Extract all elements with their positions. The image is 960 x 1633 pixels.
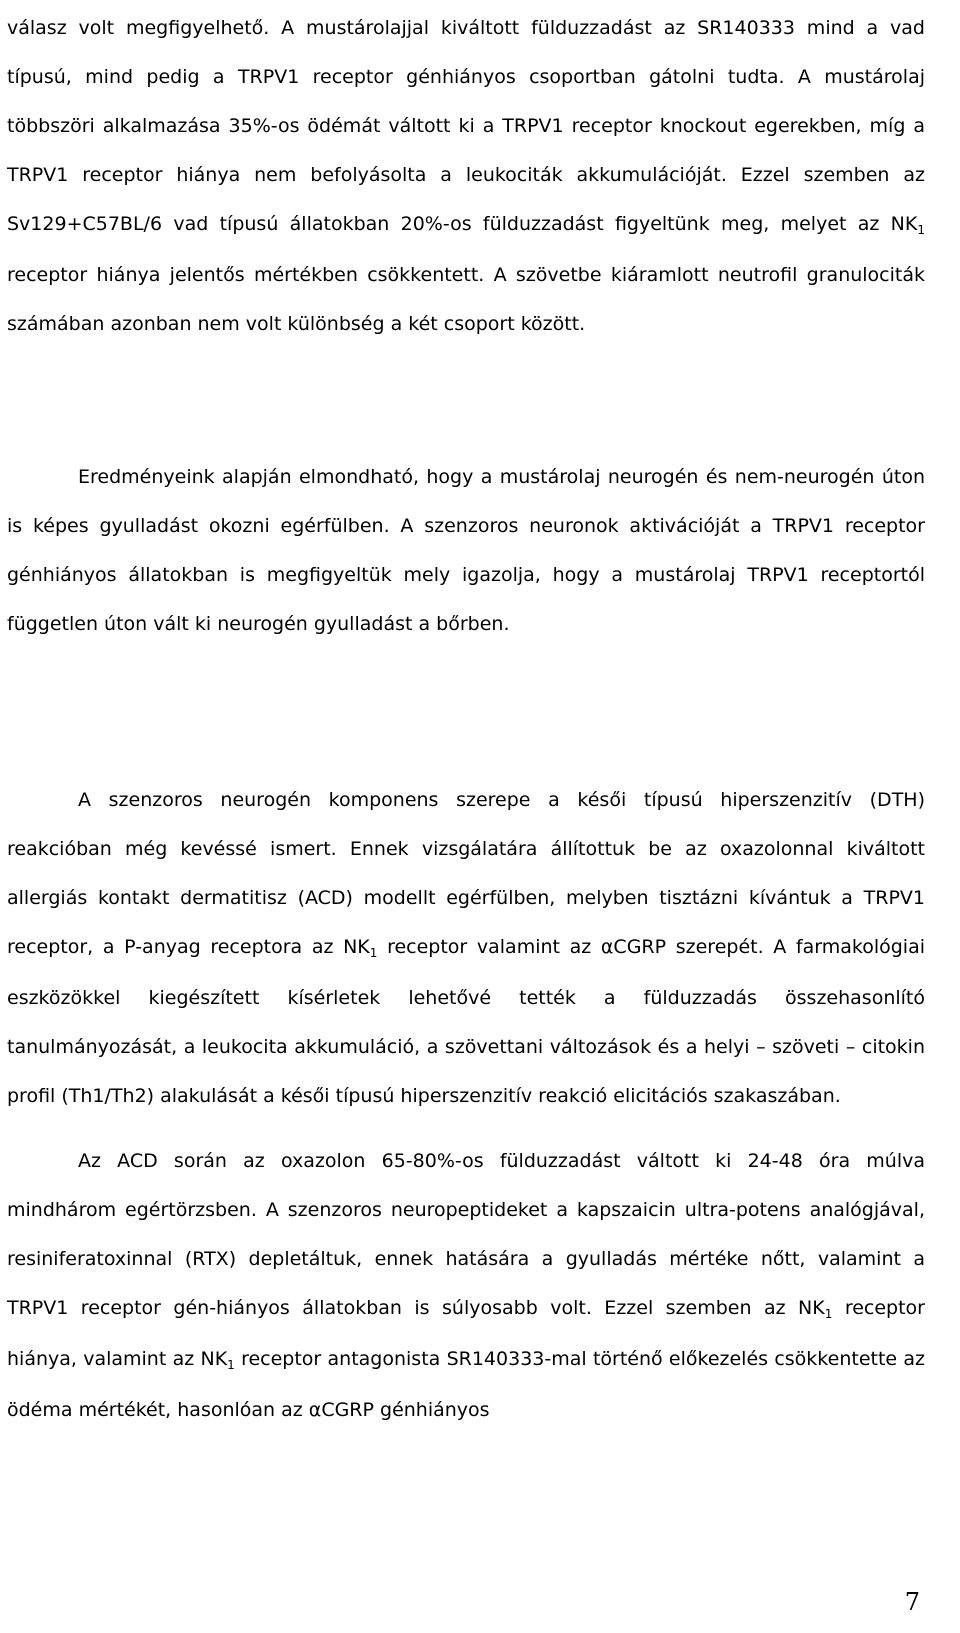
p1-text-a: válasz volt megfigyelhető. A mustárolajjal kiváltott fülduzzadást az SR140333 mind a vad típusú, mind pedig a TRPV1 receptor génhiányos csoportban gátolni tudta. A mustárolaj többszöri alkalmazása 35%-os ödémát váltott ki a TRPV1 receptor knockout egerekben, míg a TRPV1 receptor hiánya nem befolyásolta a leukociták akkumulációját. Ezzel szemben az Sv129+C57BL/6 vad típusú állatokban 20%-os fülduzzadást figyeltünk meg, melyet az NK bbox=[7, 17, 925, 235]
paragraph-3 bbox=[7, 776, 925, 1121]
p3-subscript-1: 1 bbox=[369, 946, 378, 960]
p4-subscript-1: 1 bbox=[824, 1307, 833, 1321]
paragraph-4 bbox=[7, 1137, 925, 1435]
paragraph-2: Eredményeink alapján elmondható, hogy a mustárolaj neurogén és nem-neurogén úton is képes gyulladást okozni egérfülben. A szenzoros neuronok aktivációját a TRPV1 receptor génhiányos állatokban is megfigyeltük mely igazolja, hogy a mustárolaj TRPV1 receptortól független úton vált ki neurogén gyulladást a bőrben. bbox=[7, 466, 925, 635]
p4-subscript-2: 1 bbox=[227, 1358, 235, 1372]
p4-text-c: receptor antagonista SR140333-mal történő előkezelés csökkentette az ödéma mértékét, hasonlóan az αCGRP génhiányos bbox=[7, 1348, 925, 1421]
p4-text-a: Az ACD során az oxazolon 65-80%-os fülduzzadást váltott ki 24-48 óra múlva mindhárom egértörzsben. A szenzoros neuropeptideket a kapszaicin ultra-potens analógjával, resiniferatoxinnal (RTX) depletáltuk, ennek hatására a gyulladás mértéke nőtt, valamint a TRPV1 receptor gén-hiányos állatokban is súlyosabb volt. Ezzel szemben az NK bbox=[7, 1150, 925, 1319]
p3-text-b: receptor valamint az αCGRP szerepét. A farmakológiai eszközökkel kiegészített kísérletek lehetővé tették a fülduzzadás összehasonlító tanulmányozását, a leukocita akkumuláció, a szövettani változások és a helyi – szöveti – citokin profil (Th1/Th2) alakulását a késői típusú hiperszenzitív reakció elicitációs szakaszában. bbox=[7, 936, 926, 1107]
paragraph-1 bbox=[7, 4, 925, 349]
p3-text-a: A szenzoros neurogén komponens szerepe a késői típusú hiperszenzitív (DTH) reakcióban még kevéssé ismert. Ennek vizsgálatára állítottuk be az oxazolonnal kiváltott allergiás kontakt dermatitisz (ACD) modellt egérfülben, melyben tisztázni kívántuk a TRPV1 receptor, a P-anyag receptora az NK bbox=[7, 789, 925, 958]
page-number: 7 bbox=[904, 1588, 920, 1616]
p1-text-b: receptor hiánya jelentős mértékben csökkentett. A szövetbe kiáramlott neutrofil granulociták számában azonban nem volt különbség a két csoport között. bbox=[7, 264, 925, 335]
p1-subscript-1: 1 bbox=[917, 223, 925, 237]
p4-text-b: receptor hiánya, valamint az NK bbox=[7, 1297, 925, 1370]
